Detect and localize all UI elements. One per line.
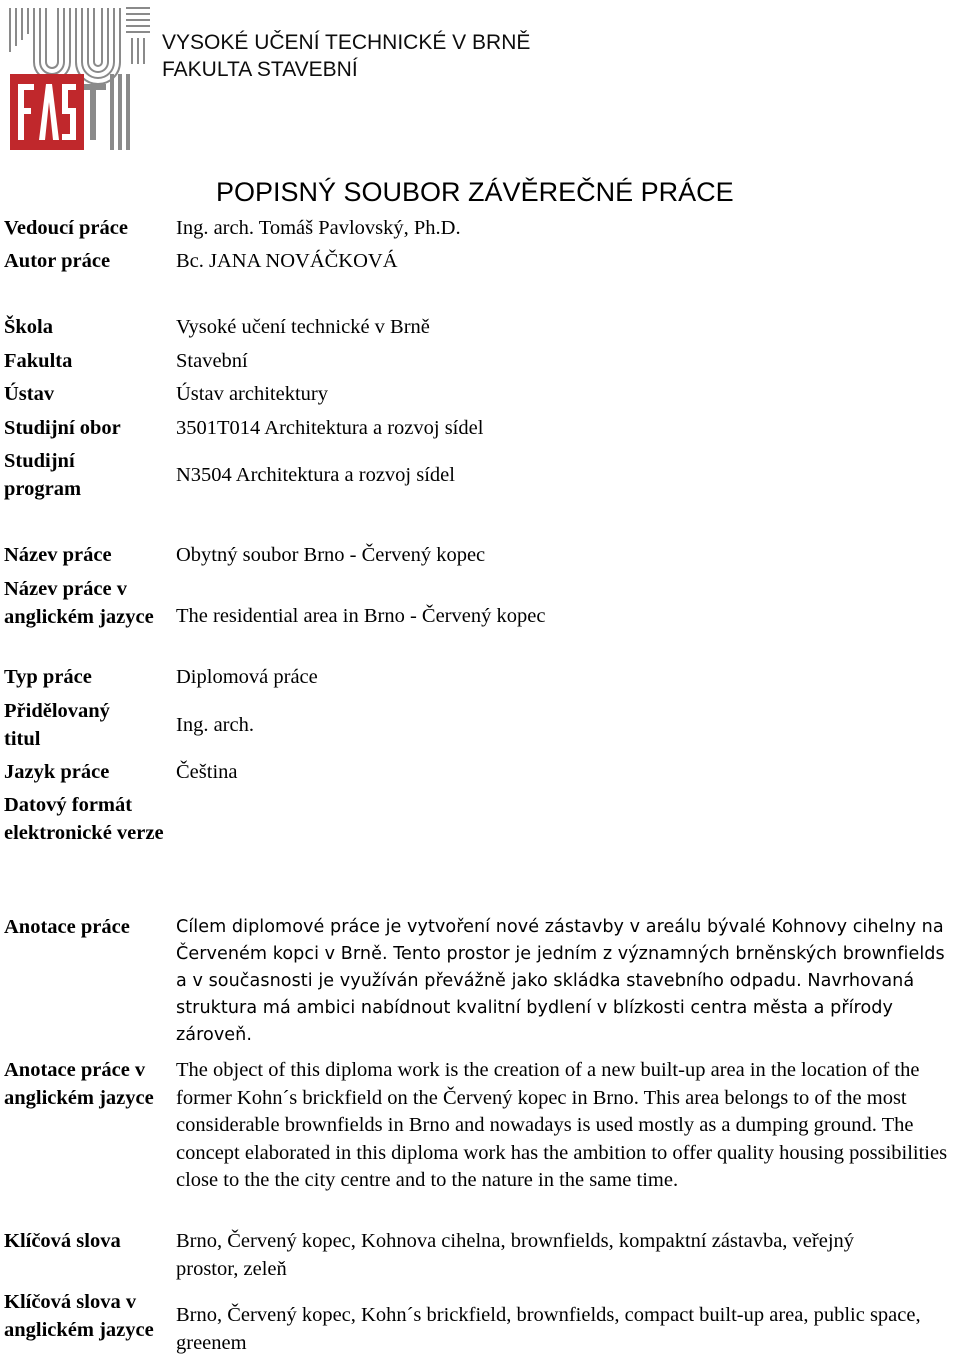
value-keywords-en: Brno, Červený kopec, Kohn´s brickfield, brownfields, compact built-up area, public space, greenem xyxy=(176,1304,921,1354)
faculty-name: FAKULTA STAVEBNÍ xyxy=(162,58,358,81)
value-thesis-title: Obytný soubor Brno - Červený kopec xyxy=(176,544,486,566)
value-author: Bc. JANA NOVÁČKOVÁ xyxy=(176,250,398,272)
university-name: VYSOKÉ UČENÍ TECHNICKÉ V BRNĚ xyxy=(162,31,531,54)
value-abstract-en: The object of this diploma work is the creation of a new built-up area in the location of the former Kohn´s brickfield on the Červený kopec in Brno. This area belongs to of the most considerable brownfields in Brno and nowadays is used mostly as a dumping ground. The concept elaborated in this diploma work has the ambition to offer quality housing possibilities close to the the city centre and to the nature in the same time. xyxy=(176,1059,948,1191)
value-degree: Ing. arch. xyxy=(176,714,254,736)
value-field-of-study: 3501T014 Architektura a rozvoj sídel xyxy=(176,417,484,439)
value-thesis-type: Diplomová práce xyxy=(176,666,318,688)
label-thesis-title-en: Název práce v anglickém jazyce xyxy=(4,578,154,628)
value-language: Čeština xyxy=(176,761,238,783)
value-faculty: Stavební xyxy=(176,350,248,372)
fast-faculty-logo xyxy=(6,4,154,152)
document-title: POPISNÝ SOUBOR ZÁVĚREČNÉ PRÁCE xyxy=(216,177,734,207)
label-abstract-en: Anotace práce v anglickém jazyce xyxy=(4,1059,154,1109)
label-keywords-en: Klíčová slova v anglickém jazyce xyxy=(4,1291,154,1341)
label-abstract: Anotace práce xyxy=(4,916,130,938)
label-degree: Přidělovaný titul xyxy=(4,700,110,750)
label-thesis-type: Typ práce xyxy=(4,666,92,688)
label-field-of-study: Studijní obor xyxy=(4,417,121,439)
value-thesis-title-en: The residential area in Brno - Červený kopec xyxy=(176,605,546,627)
label-school: Škola xyxy=(4,316,53,338)
label-thesis-title: Název práce xyxy=(4,544,112,566)
label-study-program: Studijní program xyxy=(4,450,82,500)
label-keywords: Klíčová slova xyxy=(4,1230,121,1252)
value-school: Vysoké učení technické v Brně xyxy=(176,316,430,338)
value-study-program: N3504 Architektura a rozvoj sídel xyxy=(176,464,455,486)
label-supervisor: Vedoucí práce xyxy=(4,217,128,239)
label-language: Jazyk práce xyxy=(4,761,110,783)
value-institute: Ústav architektury xyxy=(176,383,328,405)
label-author: Autor práce xyxy=(4,250,111,272)
label-faculty: Fakulta xyxy=(4,350,73,372)
label-data-format: Datový formát elektronické verze xyxy=(4,794,164,844)
value-keywords: Brno, Červený kopec, Kohnova cihelna, brownfields, kompaktní zástavba, veřejný prostor, zeleň xyxy=(176,1230,855,1280)
label-institute: Ústav xyxy=(4,383,55,405)
value-abstract: Cílem diplomové práce je vytvoření nové zástavby v areálu bývalé Kohnovy cihelny na Červeném kopci v Brně. Tento prostor je jedním z významných brněnských brownfields a v současnosti je využíván převážně jako skládka stavebního odpadu. Navrhovaná struktura má ambici nabídnout kvalitní bydlení v blízkosti centra města a přírody zároveň. xyxy=(176,917,945,1045)
value-supervisor: Ing. arch. Tomáš Pavlovský, Ph.D. xyxy=(176,217,461,239)
